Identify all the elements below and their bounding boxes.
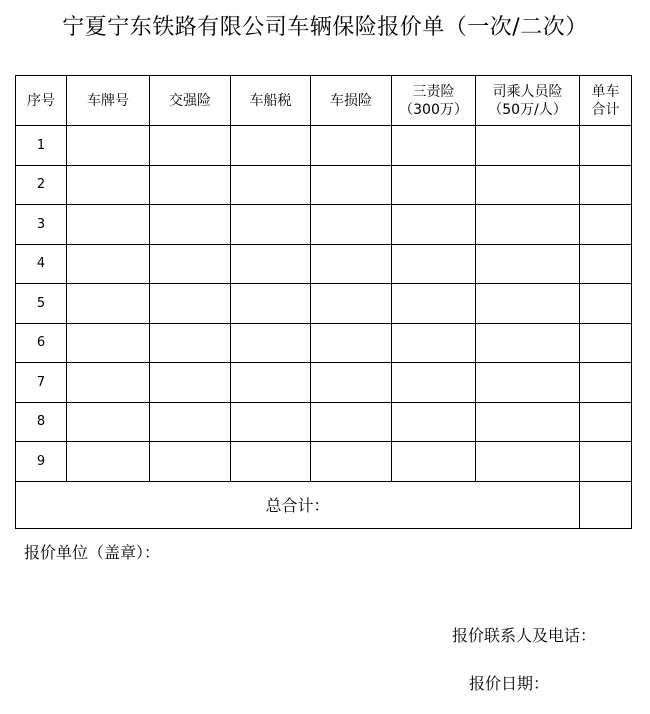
table-cell[interactable]: [67, 165, 150, 205]
table-cell[interactable]: [392, 402, 476, 442]
table-cell[interactable]: [67, 363, 150, 403]
table-cell[interactable]: [476, 205, 580, 245]
table-cell[interactable]: [150, 165, 231, 205]
header-line: 车牌号: [87, 92, 129, 109]
table-cell[interactable]: [476, 244, 580, 284]
table-cell[interactable]: [231, 402, 311, 442]
table-cell[interactable]: [476, 442, 580, 482]
header-damage: [311, 76, 392, 126]
table-cell[interactable]: [580, 165, 632, 205]
table-cell[interactable]: [150, 402, 231, 442]
header-line: 交强险: [169, 92, 211, 109]
table-row: [16, 402, 632, 442]
table-cell[interactable]: [476, 323, 580, 363]
header-line: 车损险: [330, 92, 372, 109]
table-cell[interactable]: [580, 402, 632, 442]
row-number: 9: [16, 442, 67, 482]
table-cell[interactable]: [150, 284, 231, 324]
total-value-cell[interactable]: [580, 481, 632, 528]
header-line: 司乘人员险: [492, 83, 563, 100]
table-cell[interactable]: [231, 205, 311, 245]
table-cell[interactable]: [67, 205, 150, 245]
table-cell[interactable]: [580, 205, 632, 245]
table-cell[interactable]: [150, 244, 231, 284]
table-cell[interactable]: [392, 284, 476, 324]
header-third-party: [392, 76, 476, 126]
header-line: （50万/人）: [488, 101, 567, 118]
table-cell[interactable]: [580, 442, 632, 482]
table-cell[interactable]: [67, 402, 150, 442]
table-cell[interactable]: [580, 126, 632, 166]
row-number: 6: [16, 323, 67, 363]
row-number: 8: [16, 402, 67, 442]
table-row: [16, 363, 632, 403]
table-row: [16, 284, 632, 324]
table-cell[interactable]: [311, 205, 392, 245]
table-cell[interactable]: [67, 284, 150, 324]
table-cell[interactable]: [476, 126, 580, 166]
row-number: 1: [16, 126, 67, 166]
table-cell[interactable]: [392, 165, 476, 205]
table-cell[interactable]: [392, 126, 476, 166]
table-cell[interactable]: [392, 323, 476, 363]
table-row: [16, 244, 632, 284]
row-number: 5: [16, 284, 67, 324]
table-cell[interactable]: [231, 363, 311, 403]
table-body: [16, 126, 632, 482]
table-cell[interactable]: [392, 442, 476, 482]
table-cell[interactable]: [231, 126, 311, 166]
header-line: 序号: [27, 92, 55, 109]
table-cell[interactable]: [231, 165, 311, 205]
table-cell[interactable]: [392, 244, 476, 284]
table-cell[interactable]: [311, 442, 392, 482]
header-subtotal: [580, 76, 632, 126]
table-cell[interactable]: [311, 323, 392, 363]
header-plate: [67, 76, 150, 126]
quote-date-label: 报价日期：: [469, 674, 550, 693]
table-row: [16, 126, 632, 166]
table-cell[interactable]: [392, 205, 476, 245]
row-number: 2: [16, 165, 67, 205]
table-cell[interactable]: [311, 165, 392, 205]
total-row: [16, 481, 632, 528]
table-cell[interactable]: [231, 323, 311, 363]
table-cell[interactable]: [67, 126, 150, 166]
header-line: 单车: [591, 83, 620, 100]
table-cell[interactable]: [392, 363, 476, 403]
table-cell[interactable]: [476, 402, 580, 442]
table-cell[interactable]: [231, 284, 311, 324]
table-cell[interactable]: [231, 244, 311, 284]
header-line: 三责险: [412, 83, 455, 100]
quote-unit-label: 报价单位（盖章）：: [24, 543, 161, 562]
table-cell[interactable]: [311, 402, 392, 442]
header-seq: [16, 76, 67, 126]
table-cell[interactable]: [476, 363, 580, 403]
quote-table: [15, 75, 632, 529]
table-cell[interactable]: [150, 205, 231, 245]
page-title: 宁夏宁东铁路有限公司车辆保险报价单（一次/二次）: [62, 15, 588, 40]
table-cell[interactable]: [150, 363, 231, 403]
table-cell[interactable]: [231, 442, 311, 482]
table-cell[interactable]: [311, 244, 392, 284]
header-compulsory: [150, 76, 231, 126]
table-cell[interactable]: [311, 363, 392, 403]
table-cell[interactable]: [311, 284, 392, 324]
row-number: 4: [16, 244, 67, 284]
table-cell[interactable]: [67, 323, 150, 363]
table-cell[interactable]: [580, 284, 632, 324]
table-cell[interactable]: [580, 244, 632, 284]
row-number: 7: [16, 363, 67, 403]
table-header-row: [16, 76, 632, 126]
table-cell[interactable]: [580, 323, 632, 363]
total-label: 总合计：: [16, 481, 580, 528]
quote-contact-label: 报价联系人及电话：: [452, 626, 597, 645]
header-passenger: [476, 76, 580, 126]
header-line: 车船税: [249, 92, 292, 109]
table-cell[interactable]: [67, 244, 150, 284]
table-cell[interactable]: [476, 284, 580, 324]
row-number: 3: [16, 205, 67, 245]
table-cell[interactable]: [150, 442, 231, 482]
table-cell[interactable]: [311, 126, 392, 166]
header-vessel-tax: [231, 76, 311, 126]
table-cell[interactable]: [150, 323, 231, 363]
header-line: 合计: [591, 101, 620, 118]
table-cell[interactable]: [476, 165, 580, 205]
header-line: （300万）: [399, 101, 468, 118]
table-row: [16, 205, 632, 245]
table-row: [16, 442, 632, 482]
table-cell[interactable]: [150, 126, 231, 166]
table-cell[interactable]: [580, 363, 632, 403]
table-row: [16, 323, 632, 363]
table-row: [16, 165, 632, 205]
table-cell[interactable]: [67, 442, 150, 482]
